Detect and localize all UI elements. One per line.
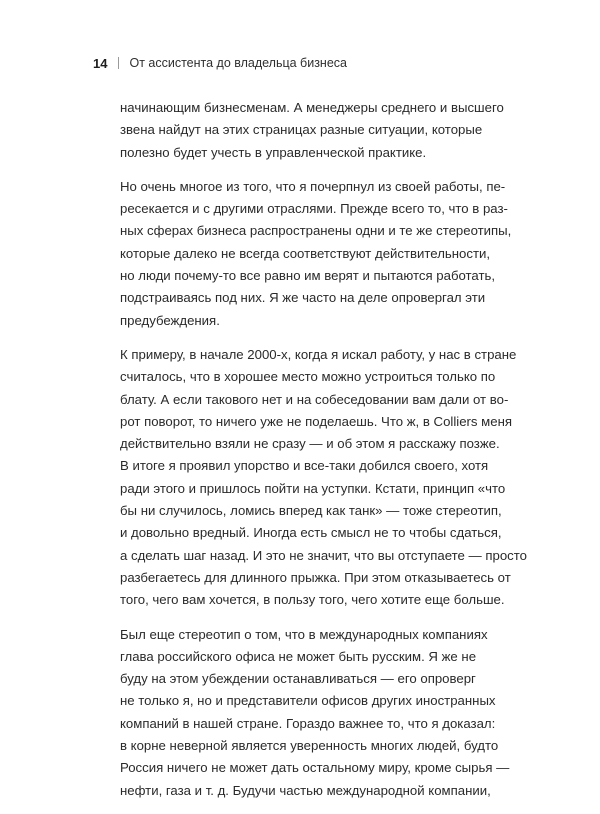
text-line: предубеждения.: [120, 312, 220, 328]
text-line: в корне неверной является уверенность многих людей, будто: [120, 738, 499, 754]
page-number: 14: [93, 55, 108, 71]
paragraph-3: [120, 344, 527, 612]
text-line: буду на этом убеждении останавливаться — его опроверг: [120, 671, 476, 687]
text-line: Россия ничего не может дать остальному миру, кроме сырья —: [120, 760, 510, 776]
text-line: действительно взяли не сразу — и об этом я расскажу позже.: [120, 436, 500, 452]
text-line: разбегаетесь для длинного прыжка. При этом отказываетесь от: [120, 569, 511, 585]
text-line: Был еще стереотип о том, что в международных компаниях: [120, 626, 488, 642]
text-line: подстраиваясь под них. Я же часто на деле опровергал эти: [120, 290, 486, 306]
text-line: не только я, но и представители офисов других иностранных: [120, 693, 496, 709]
paragraph-1: [120, 97, 504, 164]
text-line: ради этого и пришлось пойти на уступки. Кстати, принцип «что: [120, 480, 506, 496]
text-line: Но очень многое из того, что я почерпнул из своей работы, пе-: [120, 178, 506, 194]
text-line: В итоге я проявил упорство и все-таки добился своего, хотя: [120, 458, 489, 474]
text-line: полезно будет учесть в управленческой практике.: [120, 144, 427, 160]
header-divider: [118, 57, 119, 69]
text-line: рот поворот, то ничего уже не поделаешь. Что ж, в Colliers меня: [120, 413, 513, 429]
text-line: но люди почему-то все равно им верят и пытаются работать,: [120, 268, 496, 284]
text-line: бы ни случилось, ломись вперед как танк» — тоже стереотип,: [120, 503, 502, 519]
text-line: считалось, что в хорошее место можно устроиться только по: [120, 369, 496, 385]
text-line: начинающим бизнесменам. А менеджеры среднего и высшего: [120, 100, 504, 115]
paragraph-4: [120, 624, 510, 802]
paragraph-2: [120, 176, 512, 332]
text-line: того, чего вам хочется, в пользу того, чего хотите еще больше.: [120, 592, 505, 608]
body-text: [120, 97, 527, 814]
text-line: ресекается и с другими отраслями. Прежде всего то, что в раз-: [120, 201, 508, 217]
text-line: глава российского офиса не может быть русским. Я же не: [120, 648, 477, 664]
text-line: К примеру, в начале 2000-х, когда я искал работу, у нас в стране: [120, 346, 517, 362]
text-line: ных сферах бизнеса распространены одни и те же стереотипы,: [120, 223, 512, 239]
text-line: которые далеко не всегда соответствуют действительности,: [120, 245, 491, 261]
text-line: блату. А если такового нет и на собеседовании вам дали от во-: [120, 391, 509, 407]
text-line: нефти, газа и т. д. Будучи частью международной компании,: [120, 782, 491, 798]
text-line: и довольно вредный. Иногда есть смысл не то чтобы сдаться,: [120, 525, 502, 541]
text-line: компаний в нашей стране. Гораздо важнее то, что я доказал:: [120, 715, 496, 731]
chapter-title: От ассистента до владельца бизнеса: [129, 56, 347, 70]
text-line: а сделать шаг назад. И это не значит, что вы отступаете — просто: [120, 547, 527, 563]
running-header: [93, 53, 347, 73]
text-line: звена найдут на этих страницах разные ситуации, которые: [120, 122, 483, 138]
